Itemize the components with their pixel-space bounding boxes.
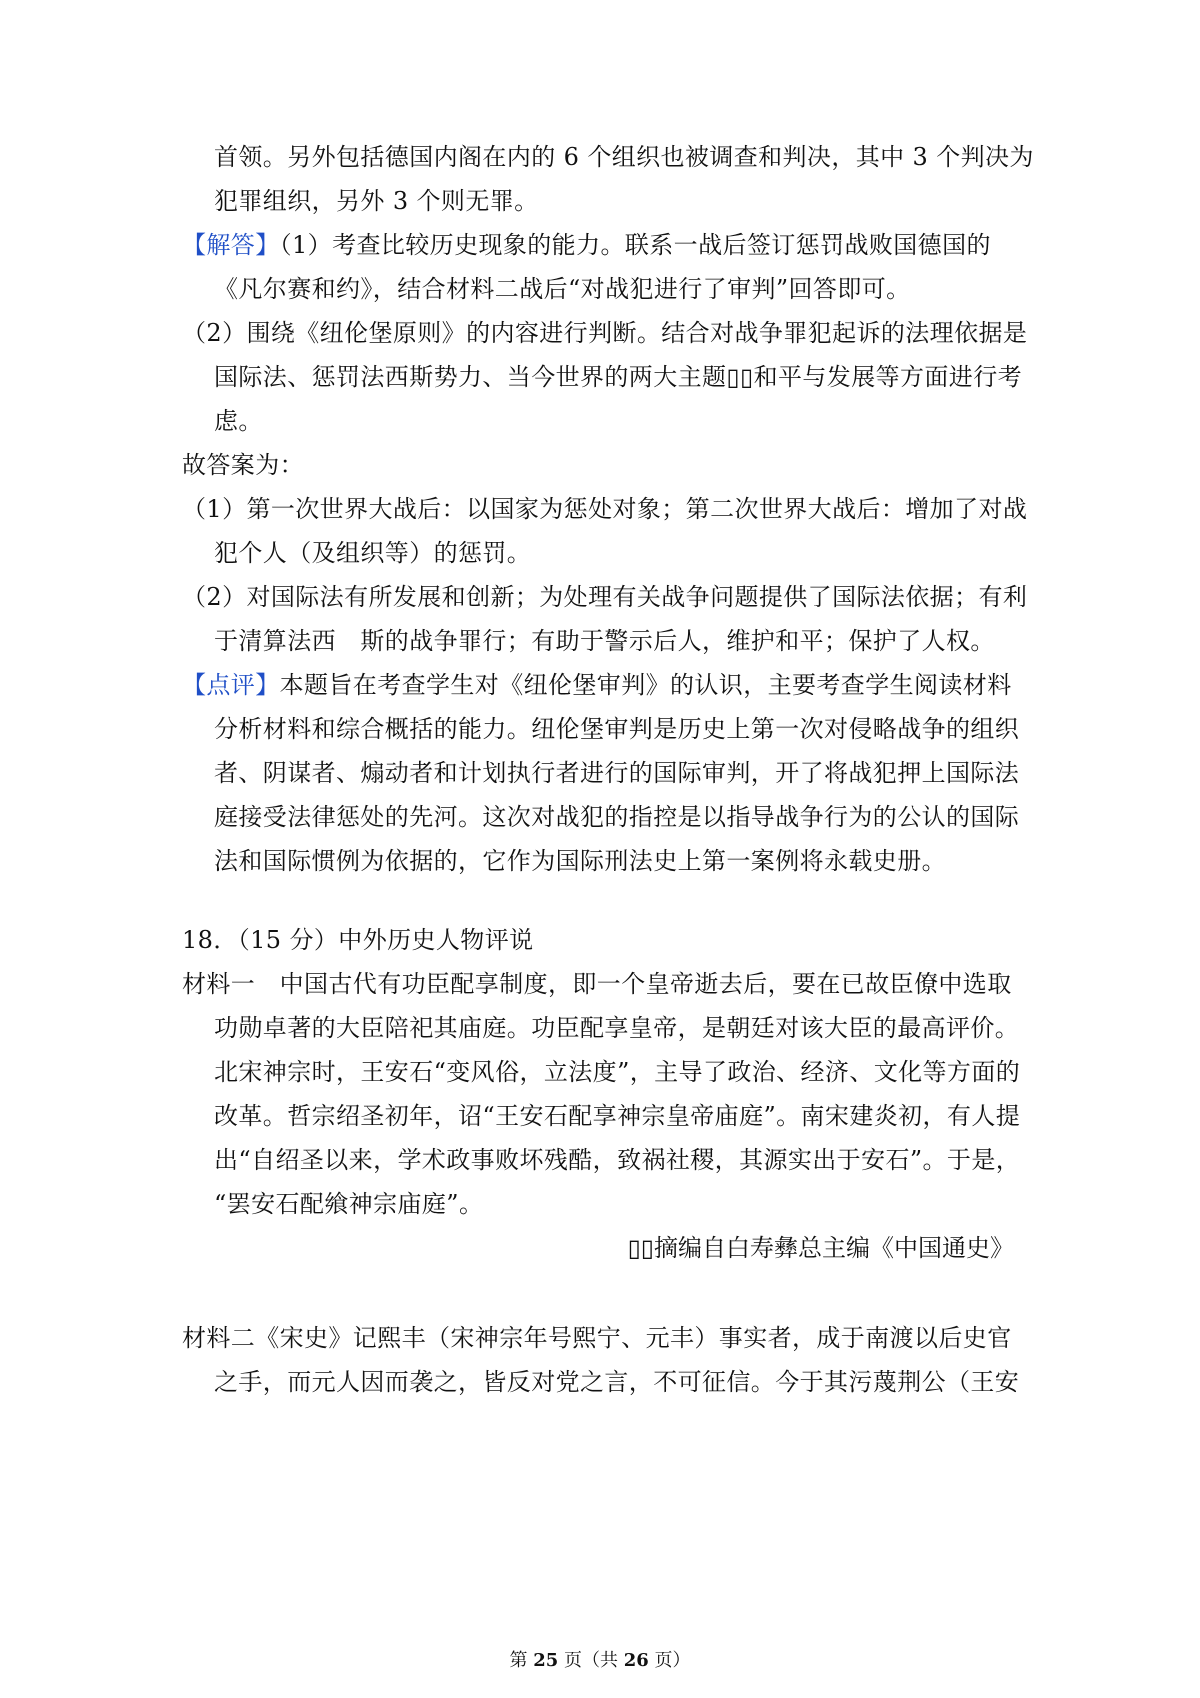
answer-p2-line-3: 虑。 <box>214 407 263 435</box>
material-2-line-2: 之手，而元人因而袭之，皆反对党之言，不可征信。今于其污蔑荆公（王安 <box>214 1368 1020 1396</box>
conclusion-a2-line-1: （2）对国际法有所发展和创新；为处理有关战争问题提供了国际法依据；有利 <box>182 583 1028 611</box>
answer-tag: 【解答】 <box>182 231 280 259</box>
material-1-line-4: 改革。哲宗绍圣初年，诏“王安石配享神宗皇帝庙庭”。南宋建炎初，有人提 <box>214 1102 1021 1130</box>
material-2-line-1: 材料二《宋史》记熙丰（宋神宗年号熙宁、元丰）事实者，成于南渡以后史官 <box>182 1324 1012 1352</box>
material-1-line-2: 功勋卓著的大臣陪祀其庙庭。功臣配享皇帝，是朝廷对该大臣的最高评价。 <box>214 1014 1020 1042</box>
footer-prefix: 第 <box>509 1650 534 1671</box>
conclusion-a1-line-1: （1）第一次世界大战后：以国家为惩处对象；第二次世界大战后：增加了对战 <box>182 495 1028 523</box>
material-1-line-6: “罢安石配飨神宗庙庭”。 <box>214 1190 484 1218</box>
comment-line-5: 法和国际惯例为依据的，它作为国际刑法史上第一案例将永载史册。 <box>214 847 946 875</box>
question-18-heading: 18．（15 分）中外历史人物评说 <box>182 926 534 954</box>
material-1-line-5: 出“自绍圣以来，学术政事败坏残酷，致祸社稷，其源实出于安石”。于是， <box>214 1146 1021 1174</box>
comment-line-4: 庭接受法律惩处的先河。这次对战犯的指控是以指导战争行为的公认的国际 <box>214 803 1020 831</box>
material-1-line-1: 材料一 中国古代有功臣配享制度，即一个皇帝逝去后，要在已故臣僚中选取 <box>182 970 1012 998</box>
comment-line-3: 者、阴谋者、煽动者和计划执行者进行的国际审判，开了将战犯押上国际法 <box>214 759 1020 787</box>
material-1-line-3: 北宋神宗时，王安石“变风俗，立法度”，主导了政治、经济、文化等方面的 <box>214 1058 1021 1086</box>
conclusion-lead: 故答案为： <box>182 451 304 479</box>
answer-p1-line-2: 《凡尔赛和约》，结合材料二战后“对战犯进行了审判”回答即可。 <box>214 275 911 303</box>
continuation-line-2: 犯罪组织，另外 3 个则无罪。 <box>214 187 539 215</box>
footer-middle: 页（共 <box>558 1650 624 1671</box>
answer-p2-line-2: 国际法、惩罚法西斯势力、当今世界的两大主题▯▯和平与发展等方面进行考 <box>214 363 1023 391</box>
footer-suffix: 页） <box>648 1650 691 1671</box>
footer-current-page: 25 <box>533 1650 559 1671</box>
conclusion-a1-line-2: 犯个人（及组织等）的惩罚。 <box>214 539 532 567</box>
comment-line-1 <box>182 669 1012 701</box>
conclusion-a2-line-2: 于清算法西 斯的战争罪行；有助于警示后人，维护和平；保护了人权。 <box>214 627 995 655</box>
footer-total-pages: 26 <box>623 1650 649 1671</box>
material-1-source: ▯▯摘编自白寿彝总主编《中国通史》 <box>627 1234 1014 1262</box>
answer-p2-line-1: （2）围绕《纽伦堡原则》的内容进行判断。结合对战争罪犯起诉的法理依据是 <box>182 319 1028 347</box>
comment-line-2: 分析材料和综合概括的能力。纽伦堡审判是历史上第一次对侵略战争的组织 <box>214 715 1020 743</box>
page-footer <box>0 1649 1200 1673</box>
comment-tag: 【点评】 <box>182 671 280 699</box>
comment-text-1: 本题旨在考查学生对《纽伦堡审判》的认识，主要考查学生阅读材料 <box>279 671 1012 699</box>
answer-line-1 <box>182 229 991 261</box>
answer-p1-line-1: （1）考查比较历史现象的能力。联系一战后签订惩罚战败国德国的 <box>279 231 991 259</box>
continuation-line-1: 首领。另外包括德国内阁在内的 6 个组织也被调查和判决，其中 3 个判决为 <box>214 143 1034 171</box>
